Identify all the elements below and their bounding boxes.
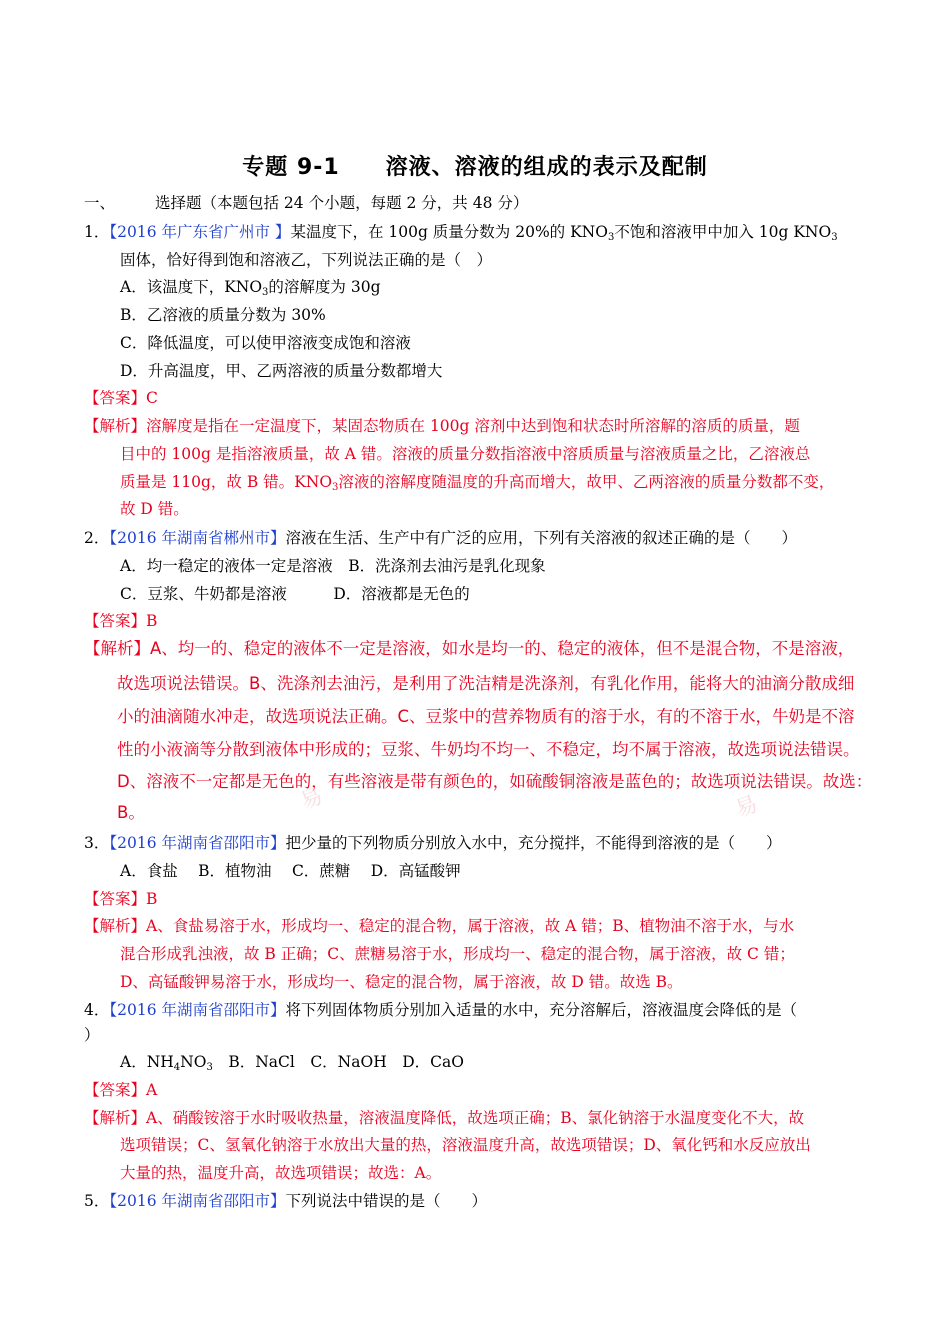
watermark: 易 — [297, 783, 327, 815]
analysis-3-line3: D、高锰酸钾易溶于水，形成均一、稳定的混合物，属于溶液，故 D 错。故选 B。 — [120, 973, 683, 991]
question-source: 【2016 年湖南省郴州市】 — [109, 529, 286, 547]
option-b: B．乙溶液的质量分数为 30% — [120, 306, 326, 324]
answer-label: 【答案】 — [84, 1081, 147, 1099]
answer-4 — [84, 1080, 157, 1100]
analysis-2-line1 — [84, 639, 854, 659]
question-number: 1． — [84, 223, 110, 241]
analysis-4-line1 — [84, 1108, 804, 1128]
section-number: 一、 — [84, 194, 116, 212]
option-text: NO — [180, 1053, 207, 1071]
analysis-2-line4: 性的小液滴等分散到液体中形成的；豆浆、牛奶均不均一、不稳定，均不属于溶液，故选项说法错误。 — [117, 740, 860, 759]
question-stem-line2: 固体，恰好得到饱和溶液乙，下列说法正确的是（ ） — [120, 251, 493, 269]
analysis-1-line2: 目中的 100g 是指溶液质量，故 A 错。溶液的质量分数指溶液中溶质质量与溶液质量之比，乙溶液总 — [120, 445, 811, 463]
answer-label: 【答案】 — [84, 890, 147, 908]
question-number: 5． — [84, 1192, 110, 1210]
analysis-4-line3: 大量的热，温度升高，故选项错误；故选：A。 — [120, 1164, 442, 1182]
analysis-label: 【解析】 — [84, 1109, 147, 1127]
page-title: 专题 9-1 溶液、溶液的组成的表示及配制 — [242, 155, 708, 180]
answer-3 — [84, 889, 157, 909]
answer-1 — [84, 388, 158, 408]
question-source: 【2016 年湖南省邵阳市】 — [109, 1001, 286, 1019]
subscript: 3 — [206, 1062, 213, 1073]
question-stem: 某温度下，在 100g 质量分数为 20%的 KNO — [290, 223, 608, 241]
subscript: 4 — [173, 1062, 181, 1073]
analysis-2-line5: D、溶液不一定都是无色的，有些溶液是带有颜色的，如硫酸铜溶液是蓝色的；故选项说法错误。故选： — [117, 772, 873, 791]
subscript: 3 — [607, 232, 615, 243]
formula: KNO — [294, 473, 333, 491]
question-number: 3． — [84, 834, 110, 852]
option-text: 的溶解度为 30g — [268, 278, 381, 296]
question-stem: 下列说法中错误的是（ ） — [285, 1192, 488, 1210]
section-heading: 选择题（本题包括 24 个小题，每题 2 分，共 48 分） — [155, 194, 529, 212]
question-stem: 把少量的下列物质分别放入水中，充分搅拌，不能得到溶液的是（ ） — [285, 834, 782, 852]
answer-label: 【答案】 — [84, 389, 147, 407]
question-5 — [84, 1191, 487, 1211]
subscript: 3 — [332, 482, 339, 493]
analysis-text: A、硝酸铵溶于水时吸收热量，溶液温度降低，故选项正确；B、氯化钠溶于水温度变化不大，故 — [146, 1109, 805, 1127]
question-source: 【2016 年湖南省邵阳市】 — [109, 1192, 286, 1210]
analysis-3-line2: 混合形成乳浊液，故 B 正确；C、蔗糖易溶于水，形成均一、稳定的混合物，属于溶液，故 C 错； — [120, 945, 795, 963]
option-d: D．升高温度，甲、乙两溶液的质量分数都增大 — [120, 362, 443, 380]
subscript: 3 — [831, 232, 838, 243]
question-source: 【2016 年湖南省邵阳市】 — [109, 834, 286, 852]
answer-value: B — [146, 612, 158, 630]
analysis-label: 【解析】 — [84, 917, 147, 935]
options-row-1: A．均一稳定的液体一定是溶液 B．洗涤剂去油污是乳化现象 — [120, 557, 546, 575]
option-text: B．NaCl C．NaOH D．CaO — [212, 1053, 464, 1071]
analysis-1-line4: 故 D 错。 — [120, 500, 189, 518]
analysis-4-line2: 选项错误；C、氢氧化钠溶于水放出大量的热，溶液温度升高，故选项错误；D、氧化钙和水反应放出 — [120, 1136, 811, 1154]
option-c: C．降低温度，可以使甲溶液变成饱和溶液 — [120, 334, 411, 352]
analysis-2-line6: B。 — [117, 803, 145, 822]
analysis-2-line3: 小的油滴随水冲走，故选项说法正确。C、豆浆中的营养物质有的溶于水，有的不溶于水，牛奶是不溶 — [117, 707, 855, 726]
options-row — [120, 1052, 464, 1072]
answer-value: B — [146, 890, 158, 908]
question-4 — [84, 1000, 797, 1020]
analysis-3-line1 — [84, 916, 794, 936]
analysis-1-line3 — [120, 472, 834, 492]
question-stem: 溶液在生活、生产中有广泛的应用，下列有关溶液的叙述正确的是（ ） — [285, 529, 798, 547]
answer-value: C — [146, 389, 158, 407]
option-text: A．NH — [120, 1053, 174, 1071]
question-1 — [84, 222, 838, 242]
question-stem: 不饱和溶液甲中加入 10g KNO — [614, 223, 832, 241]
question-number: 2． — [84, 529, 110, 547]
analysis-text: A、均一的、稳定的液体不一定是溶液，如水是均一的、稳定的液体，但不是混合物，不是溶液， — [150, 639, 855, 658]
analysis-text: 溶液的溶解度随温度的升高而增大，故甲、乙两溶液的质量分数都不变， — [338, 473, 835, 491]
analysis-text: A、食盐易溶于水，形成均一、稳定的混合物，属于溶液，故 A 错；B、植物油不溶于水，与水 — [146, 917, 795, 935]
analysis-label: 【解析】 — [84, 639, 150, 658]
analysis-text: 溶解度是指在一定温度下，某固态物质在 100g 溶剂中达到饱和状态时所溶解的溶质的质量，题 — [146, 417, 800, 435]
answer-value: A — [146, 1081, 158, 1099]
analysis-text: 质量是 110g，故 B 错。 — [120, 473, 295, 491]
option-a — [120, 277, 381, 297]
options-row-2: C．豆浆、牛奶都是溶液 D．溶液都是无色的 — [120, 585, 470, 603]
question-number: 4． — [84, 1001, 110, 1019]
analysis-2-line2: 故选项说法错误。B、洗涤剂去油污，是利用了洗洁精是洗涤剂，有乳化作用，能将大的油滴分散成细 — [117, 674, 855, 693]
option-text: A．该温度下，KNO — [120, 278, 263, 296]
watermark: 易 — [732, 791, 762, 823]
subscript: 3 — [262, 287, 269, 298]
options-row: A．食盐 B．植物油 C．蔗糖 D．高锰酸钾 — [120, 862, 461, 880]
question-2 — [84, 528, 797, 548]
answer-label: 【答案】 — [84, 612, 147, 630]
answer-2 — [84, 611, 157, 631]
question-stem-cont: ） — [84, 1026, 100, 1044]
question-source: 【2016 年广东省广州市 】 — [109, 223, 291, 241]
analysis-1-line1 — [84, 416, 800, 436]
question-3 — [84, 833, 782, 853]
analysis-label: 【解析】 — [84, 417, 147, 435]
question-stem: 将下列固体物质分别加入适量的水中，充分溶解后，溶液温度会降低的是（ — [285, 1001, 798, 1019]
